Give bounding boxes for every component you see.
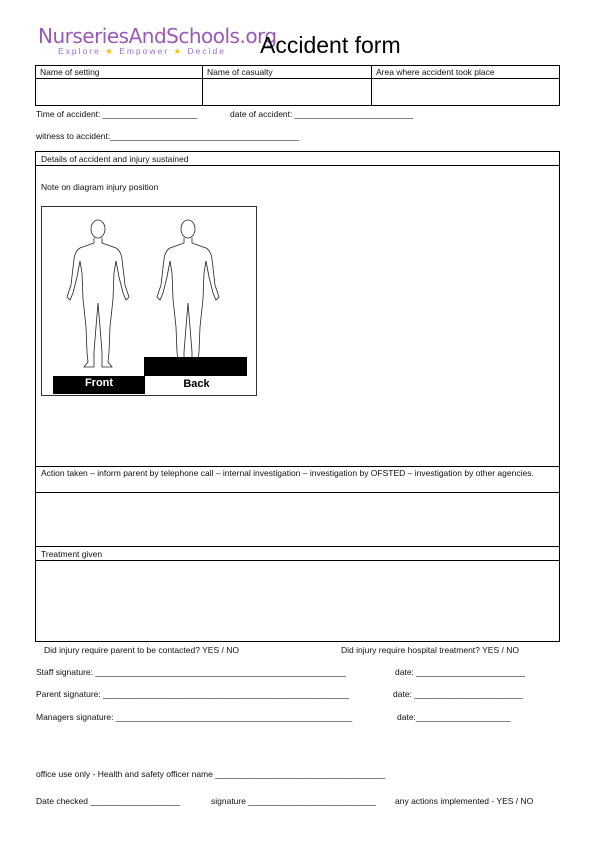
time-of-accident-field[interactable]: Time of accident: ____________________ [36,109,198,119]
diagram-note: Note on diagram injury position [41,182,159,192]
hospital-treatment-question[interactable]: Did injury require hospital treatment? YES / NO [341,645,519,655]
staff-date-field[interactable]: date: _______________________ [395,667,525,677]
parent-contacted-question[interactable]: Did injury require parent to be contacted? YES / NO [44,645,239,655]
page-title: Accident form [260,32,401,58]
setting-name-label: Name of setting [40,67,100,77]
date-of-accident-field[interactable]: date of accident: _________________________ [230,109,413,119]
actions-implemented-question[interactable]: any actions implemented - YES / NO [395,796,534,806]
tag-decide: Decide [187,46,226,56]
area-field[interactable] [372,79,559,105]
setting-name-field[interactable] [36,79,201,105]
parent-signature-field[interactable]: Parent signature: ____________________________________________________ [36,689,349,699]
casualty-name-label: Name of casualty [207,67,273,77]
front-label: Front [84,377,114,389]
front-figure [67,220,129,367]
witness-field[interactable]: witness to accident:________________________________________ [36,131,300,141]
tag-explore: Explore [58,46,101,56]
manager-signature-field[interactable]: Managers signature: __________________________________________________ [36,712,353,722]
parent-date-field[interactable]: date: _______________________ [393,689,523,699]
tag-empower: Empower [119,46,170,56]
body-diagram[interactable] [41,206,257,396]
treatment-field[interactable] [36,561,559,641]
details-header: Details of accident and injury sustained [41,154,189,164]
details-field[interactable] [265,170,555,460]
back-figure [157,220,219,367]
star-icon: ★ [105,46,115,56]
body-outline-svg [42,207,258,397]
safety-officer-field[interactable]: office use only - Health and safety officer name ____________________________________ [36,769,386,779]
action-field[interactable] [36,493,559,546]
star-icon: ★ [173,46,184,56]
casualty-name-field[interactable] [203,79,370,105]
office-signature-field[interactable]: signature ___________________________ [211,796,376,806]
staff-signature-field[interactable]: Staff signature: _____________________________________________________ [36,667,346,677]
area-label: Area where accident took place [376,67,495,77]
date-checked-field[interactable]: Date checked ___________________ [36,796,181,806]
logo: NurseriesAndSchools.org [38,24,277,48]
back-label: Back [183,378,210,390]
treatment-header: Treatment given [41,549,103,559]
logo-tagline [58,46,226,57]
manager-date-field[interactable]: date:____________________ [397,712,511,722]
action-header: Action taken – inform parent by telephone call – internal investigation – investigation by OFSTED – investigation by other agencies. [41,468,534,478]
